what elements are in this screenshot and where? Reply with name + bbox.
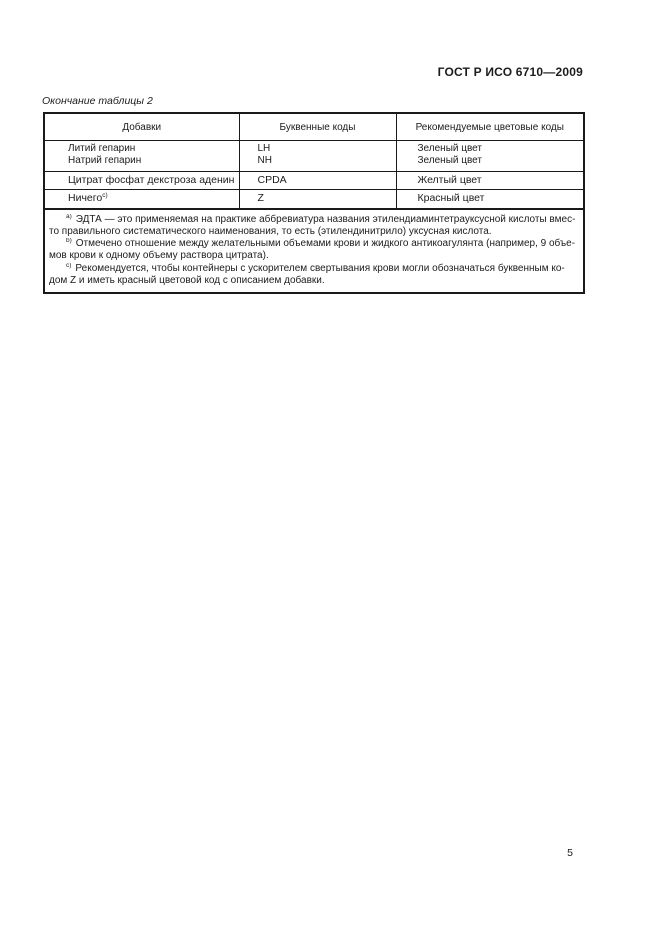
additive-line: Литий гепарин [68, 143, 136, 154]
footnote-marker: b) [66, 238, 72, 245]
footnote-line [49, 238, 577, 250]
footnote-line: мов крови к одному объему раствора цитрата). [49, 250, 269, 262]
table-row [44, 141, 584, 172]
table-footnotes-row [44, 209, 584, 294]
table-header-row [44, 113, 584, 141]
footnote-text: Отмечено отношение между желательными объемами крови и жидкого антикоагулянта (например, 9 объе- [75, 238, 576, 250]
footnote-text: ЭДТА — это применяемая на практике аббревиатура названия этилендиаминтетрауксусной кислоты вмес- [75, 213, 576, 225]
footnote-b [49, 238, 577, 263]
footnote-marker: a) [66, 213, 72, 220]
cell-letter-code [239, 141, 396, 172]
cell-letter-code: Z [239, 190, 396, 209]
footnote-line: то правильного систематического наименования, то есть (этилендинитрило) уксусная кислота. [49, 225, 492, 237]
cell-additive [44, 190, 239, 209]
table-caption: Окончание таблицы 2 [42, 95, 153, 107]
additives-table [43, 112, 585, 294]
column-header-color-codes: Рекомендуемые цветовые коды [396, 113, 584, 141]
additive-text: Ничего [68, 192, 103, 205]
table-row [44, 171, 584, 190]
additive-line: Натрий гепарин [68, 155, 142, 167]
footnote-marker: c) [66, 262, 72, 269]
footnote-line: дом Z и иметь красный цветовой код с описанием добавки. [49, 275, 325, 287]
footnote-text: Рекомендуется, чтобы контейнеры с ускорителем свертывания крови могли обозначаться буквенным ко- [75, 262, 565, 274]
footnote-line [49, 263, 577, 275]
cell-additive [44, 141, 239, 172]
cell-color-code [396, 141, 584, 172]
table-row [44, 190, 584, 209]
cell-color-code: Красный цвет [396, 190, 584, 209]
footnote-c [49, 263, 577, 288]
color-line: Зеленый цвет [417, 155, 482, 167]
footnote-line [49, 214, 577, 226]
column-header-additives: Добавки [44, 113, 239, 141]
document-code-header: ГОСТ Р ИСО 6710—2009 [437, 65, 583, 79]
cell-letter-code: CPDA [239, 171, 396, 190]
page-number: 5 [567, 847, 573, 859]
footnote-a [49, 214, 577, 239]
cell-color-code: Желтый цвет [396, 171, 584, 190]
code-line: NH [257, 155, 272, 167]
footnotes-cell [44, 209, 584, 294]
code-line: LH [257, 143, 271, 154]
footnote-marker-ref: c) [102, 192, 108, 200]
color-line: Зеленый цвет [417, 143, 482, 154]
column-header-letter-codes: Буквенные коды [239, 113, 396, 141]
cell-additive: Цитрат фосфат декстроза аденин [44, 171, 239, 190]
